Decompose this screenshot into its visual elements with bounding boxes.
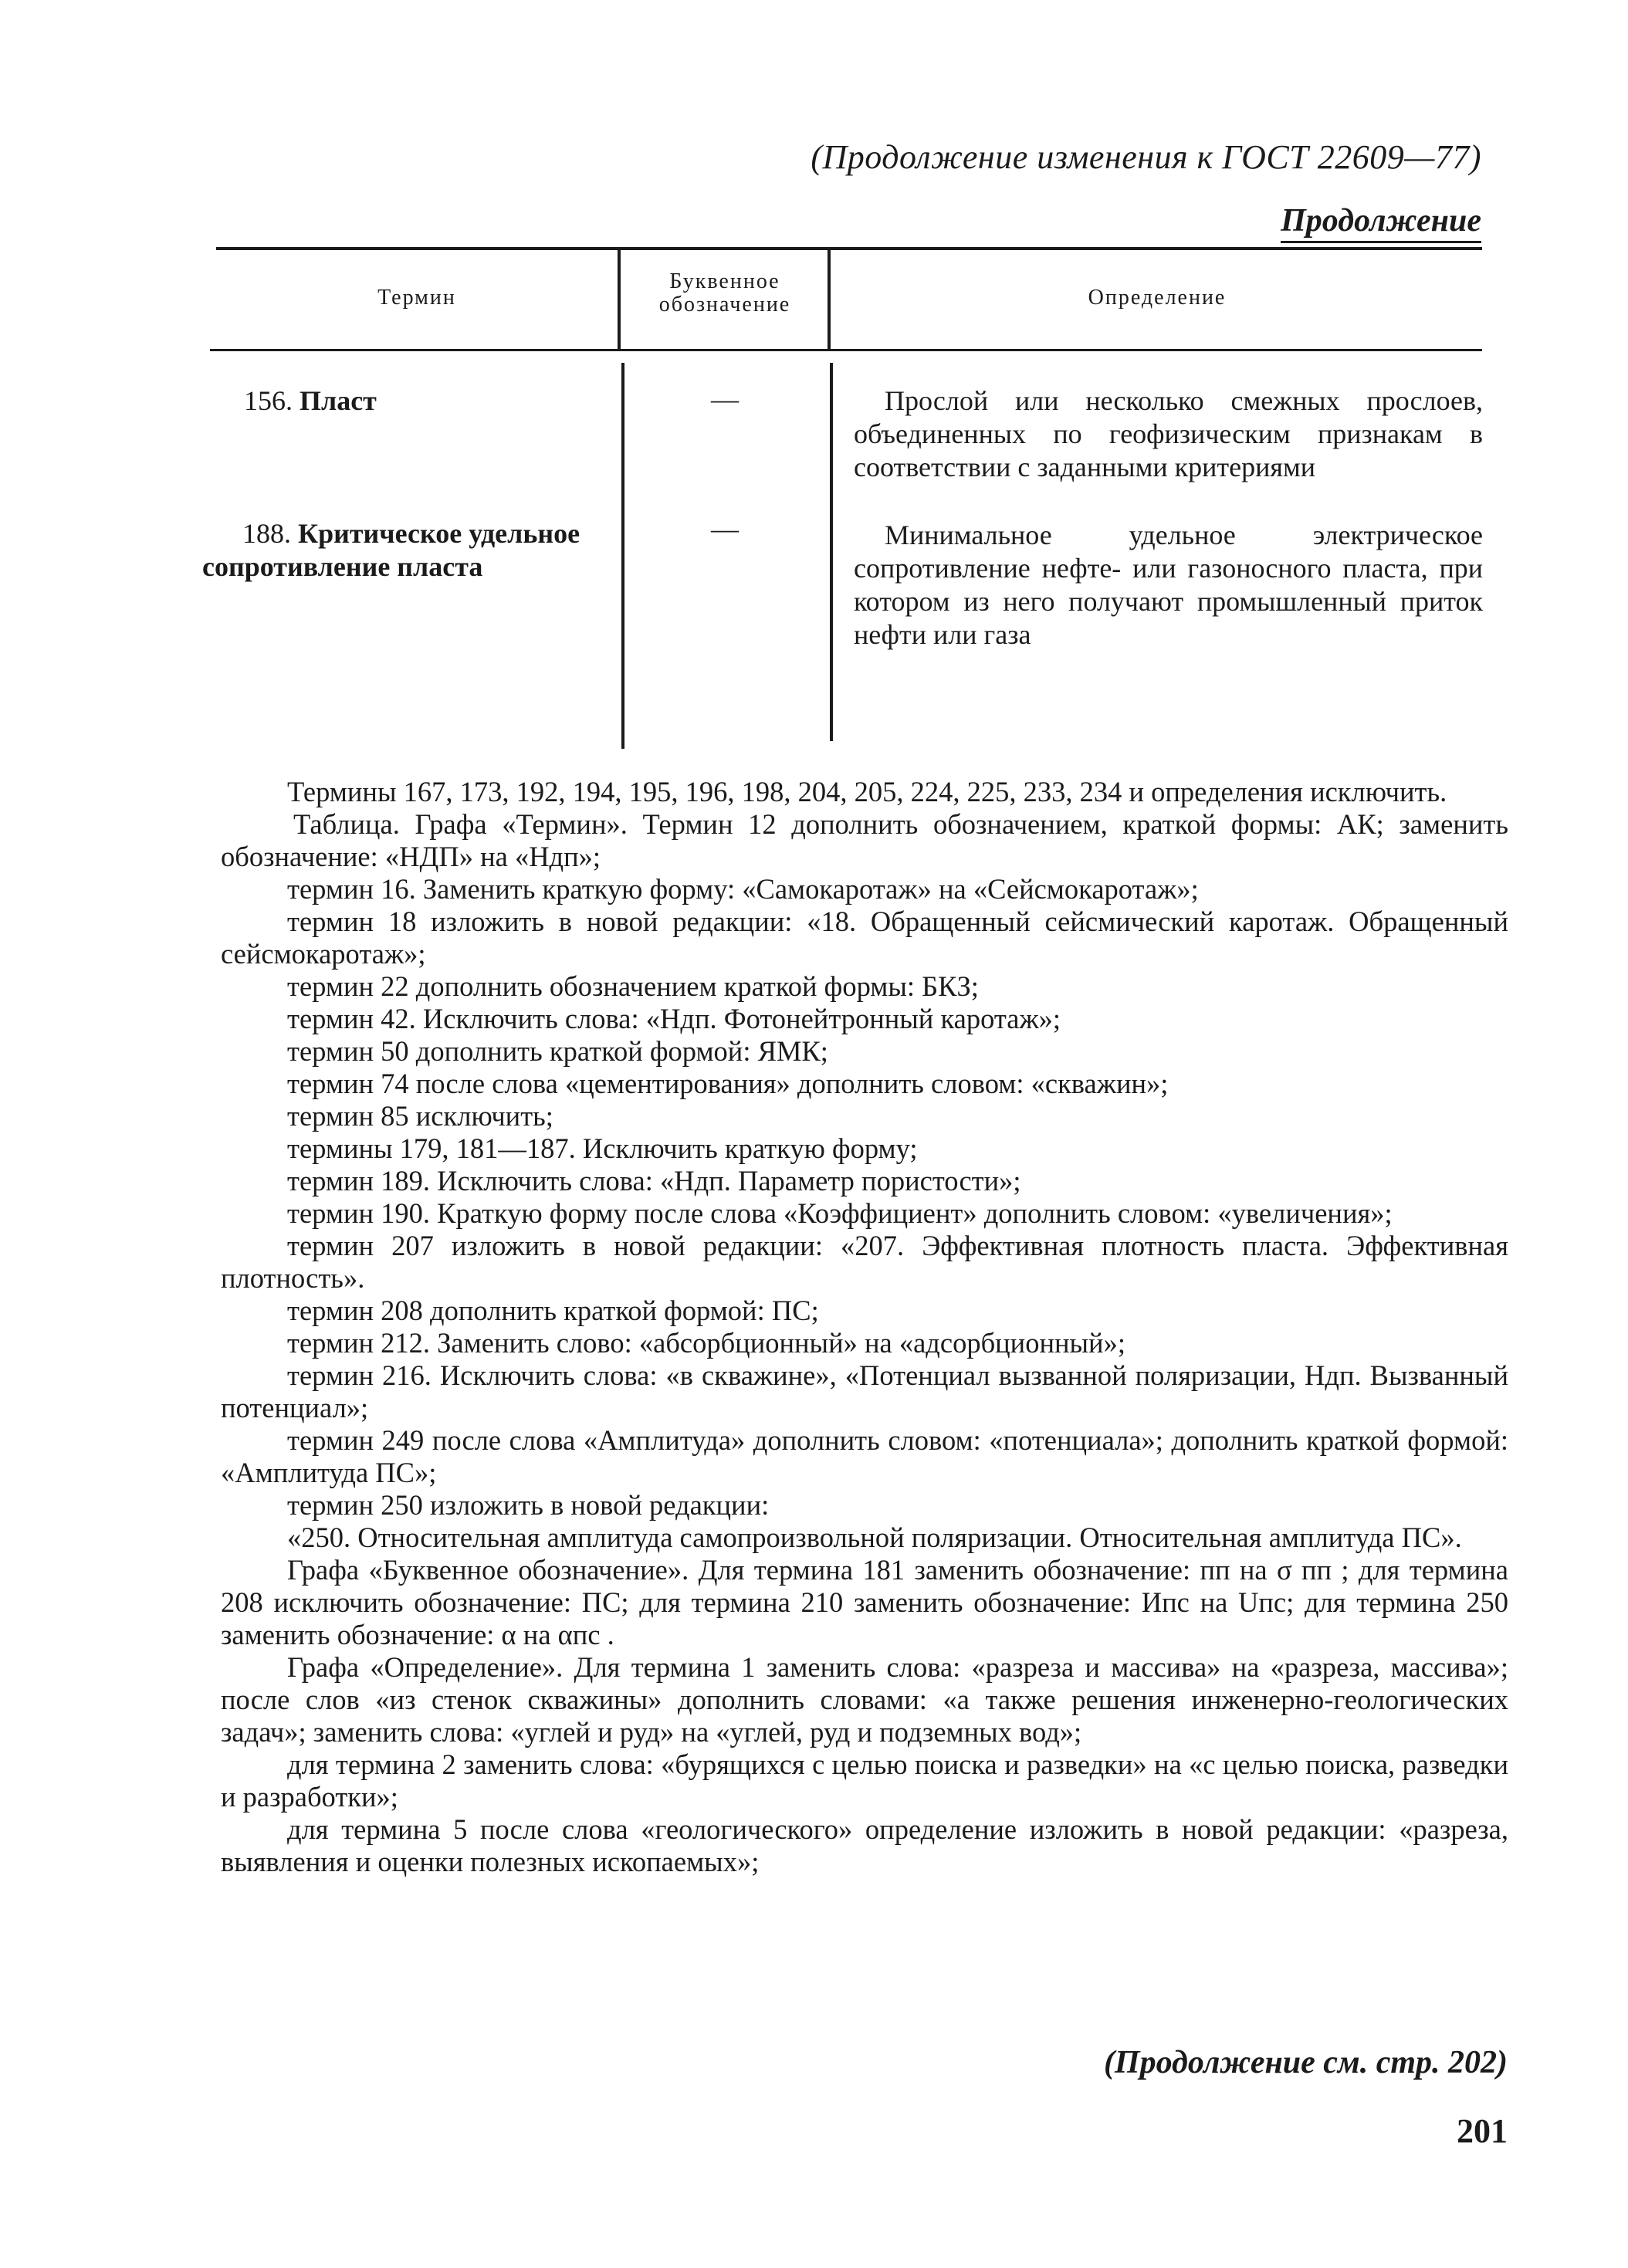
column-header-term: Термин — [377, 286, 456, 310]
column-header-symbol — [622, 270, 828, 317]
paragraph: термин 16. Заменить краткую форму: «Самокаротаж» на «Сейсмокаротаж»; — [287, 873, 1199, 905]
paragraph: термин 74 после слова «цементирования» дополнить словом: «скважин»; — [287, 1068, 1169, 1099]
table-divider — [621, 363, 624, 749]
table-divider — [830, 363, 833, 741]
paragraph: термин 42. Исключить слова: «Ндп. Фотонейтронный каротаж»; — [287, 1003, 1061, 1034]
paragraph: Таблица. Графа «Термин». Термин 12 дополнить обозначением, краткой формы: АК; заменить обозначение: «НДП» на «Ндп»; — [221, 808, 1508, 872]
table-row-term — [244, 384, 377, 418]
table-row-definition: Минимальное удельное электрическое сопротивление нефте- или газоносного пласта, при котором из него получают промышленный приток нефти или газа — [854, 520, 1483, 650]
table-row-term — [202, 517, 604, 584]
paragraph: термин 190. Краткую форму после слова «Коэффициент» дополнить словом: «увеличения»; — [287, 1197, 1393, 1229]
table-row-definition: Прослой или несколько смежных прослоев, объединенных по геофизическим признакам в соответствии с заданными критериями — [854, 385, 1483, 482]
term-name: Критическое удельное сопротивление пласта — [202, 518, 580, 582]
paragraph: термин 50 дополнить краткой формой: ЯМК; — [287, 1035, 828, 1067]
table-top-rule — [216, 247, 1482, 250]
paragraph: термин 189. Исключить слова: «Ндп. Параметр пористости»; — [287, 1165, 1021, 1197]
paragraph: термин 212. Заменить слово: «абсорбционный» на «адсорбционный»; — [287, 1327, 1125, 1359]
paragraph: термин 250 изложить в новой редакции: — [287, 1489, 770, 1521]
page-number: 201 — [1457, 2112, 1508, 2150]
term-number: 188. — [242, 518, 291, 549]
term-number: 156. — [244, 385, 293, 416]
column-header-symbol-line: обозначение — [658, 293, 791, 317]
paragraph: термин 249 после слова «Амплитуда» дополнить словом: «потенциала»; дополнить краткой формой: «Амплитуда ПС»; — [221, 1424, 1508, 1488]
paragraph: термин 85 исключить; — [287, 1100, 553, 1132]
column-header-symbol-line: Буквенное — [669, 269, 780, 293]
term-name: Пласт — [300, 385, 377, 416]
table-divider — [618, 249, 621, 349]
paragraph: термин 18 изложить в новой редакции: «18. Обращенный сейсмический каротаж. Обращенный сейсмокаротаж»; — [221, 906, 1508, 970]
table-row-symbol: — — [711, 513, 739, 544]
paragraph: Графа «Определение». Для термина 1 заменить слова: «разреза и массива» на «разреза, массива»; после слов «из стенок скважины» дополнить словами: «а также решения инженерно-геологических задач»; заменить слова: «углей и руд» на «углей, руд и подземных вод»; — [221, 1651, 1508, 1748]
paragraph: «250. Относительная амплитуда самопроизвольной поляризации. Относительная амплитуда ПС». — [287, 1522, 1462, 1553]
table-continuation-label: Продолжение — [1281, 202, 1481, 243]
paragraph: Термины 167, 173, 192, 194, 195, 196, 198, 204, 205, 224, 225, 233, 234 и определения исключить. — [287, 776, 1447, 807]
running-header: (Продолжение изменения к ГОСТ 22609—77) — [811, 138, 1481, 176]
paragraph: для термина 5 после слова «геологического» определение изложить в новой редакции: «разреза, выявления и оценки полезных ископаемых»; — [221, 1813, 1508, 1877]
paragraph: термин 216. Исключить слова: «в скважине», «Потенциал вызванной поляризации, Ндп. Вызванный потенциал»; — [221, 1359, 1508, 1423]
continuation-note: (Продолжение см. стр. 202) — [1103, 2045, 1508, 2080]
paragraph: Графа «Буквенное обозначение». Для термина 181 заменить обозначение: пп на σ пп ; для термина 208 исключить обозначение: ПС; для термина 210 заменить обозначение: Ипс на Uпс; для термина 250 заменить обозначение: α на αпс . — [221, 1554, 1508, 1650]
paragraph: термин 207 изложить в новой редакции: «207. Эффективная плотность пласта. Эффективная плотность». — [221, 1230, 1508, 1294]
table-divider — [828, 249, 831, 349]
column-header-definition: Определение — [1088, 286, 1227, 310]
paragraph: для термина 2 заменить слова: «бурящихся с целью поиска и разведки» на «с целью поиска, разведки и разработки»; — [221, 1748, 1508, 1813]
paragraph: термин 22 дополнить обозначением краткой формы: БКЗ; — [287, 970, 979, 1002]
paragraph: термины 179, 181—187. Исключить краткую форму; — [287, 1132, 918, 1164]
amendment-text — [221, 776, 1508, 1878]
table-row-symbol: — — [711, 384, 739, 415]
table-header-rule — [210, 349, 1482, 351]
paragraph: термин 208 дополнить краткой формой: ПС; — [287, 1295, 819, 1326]
